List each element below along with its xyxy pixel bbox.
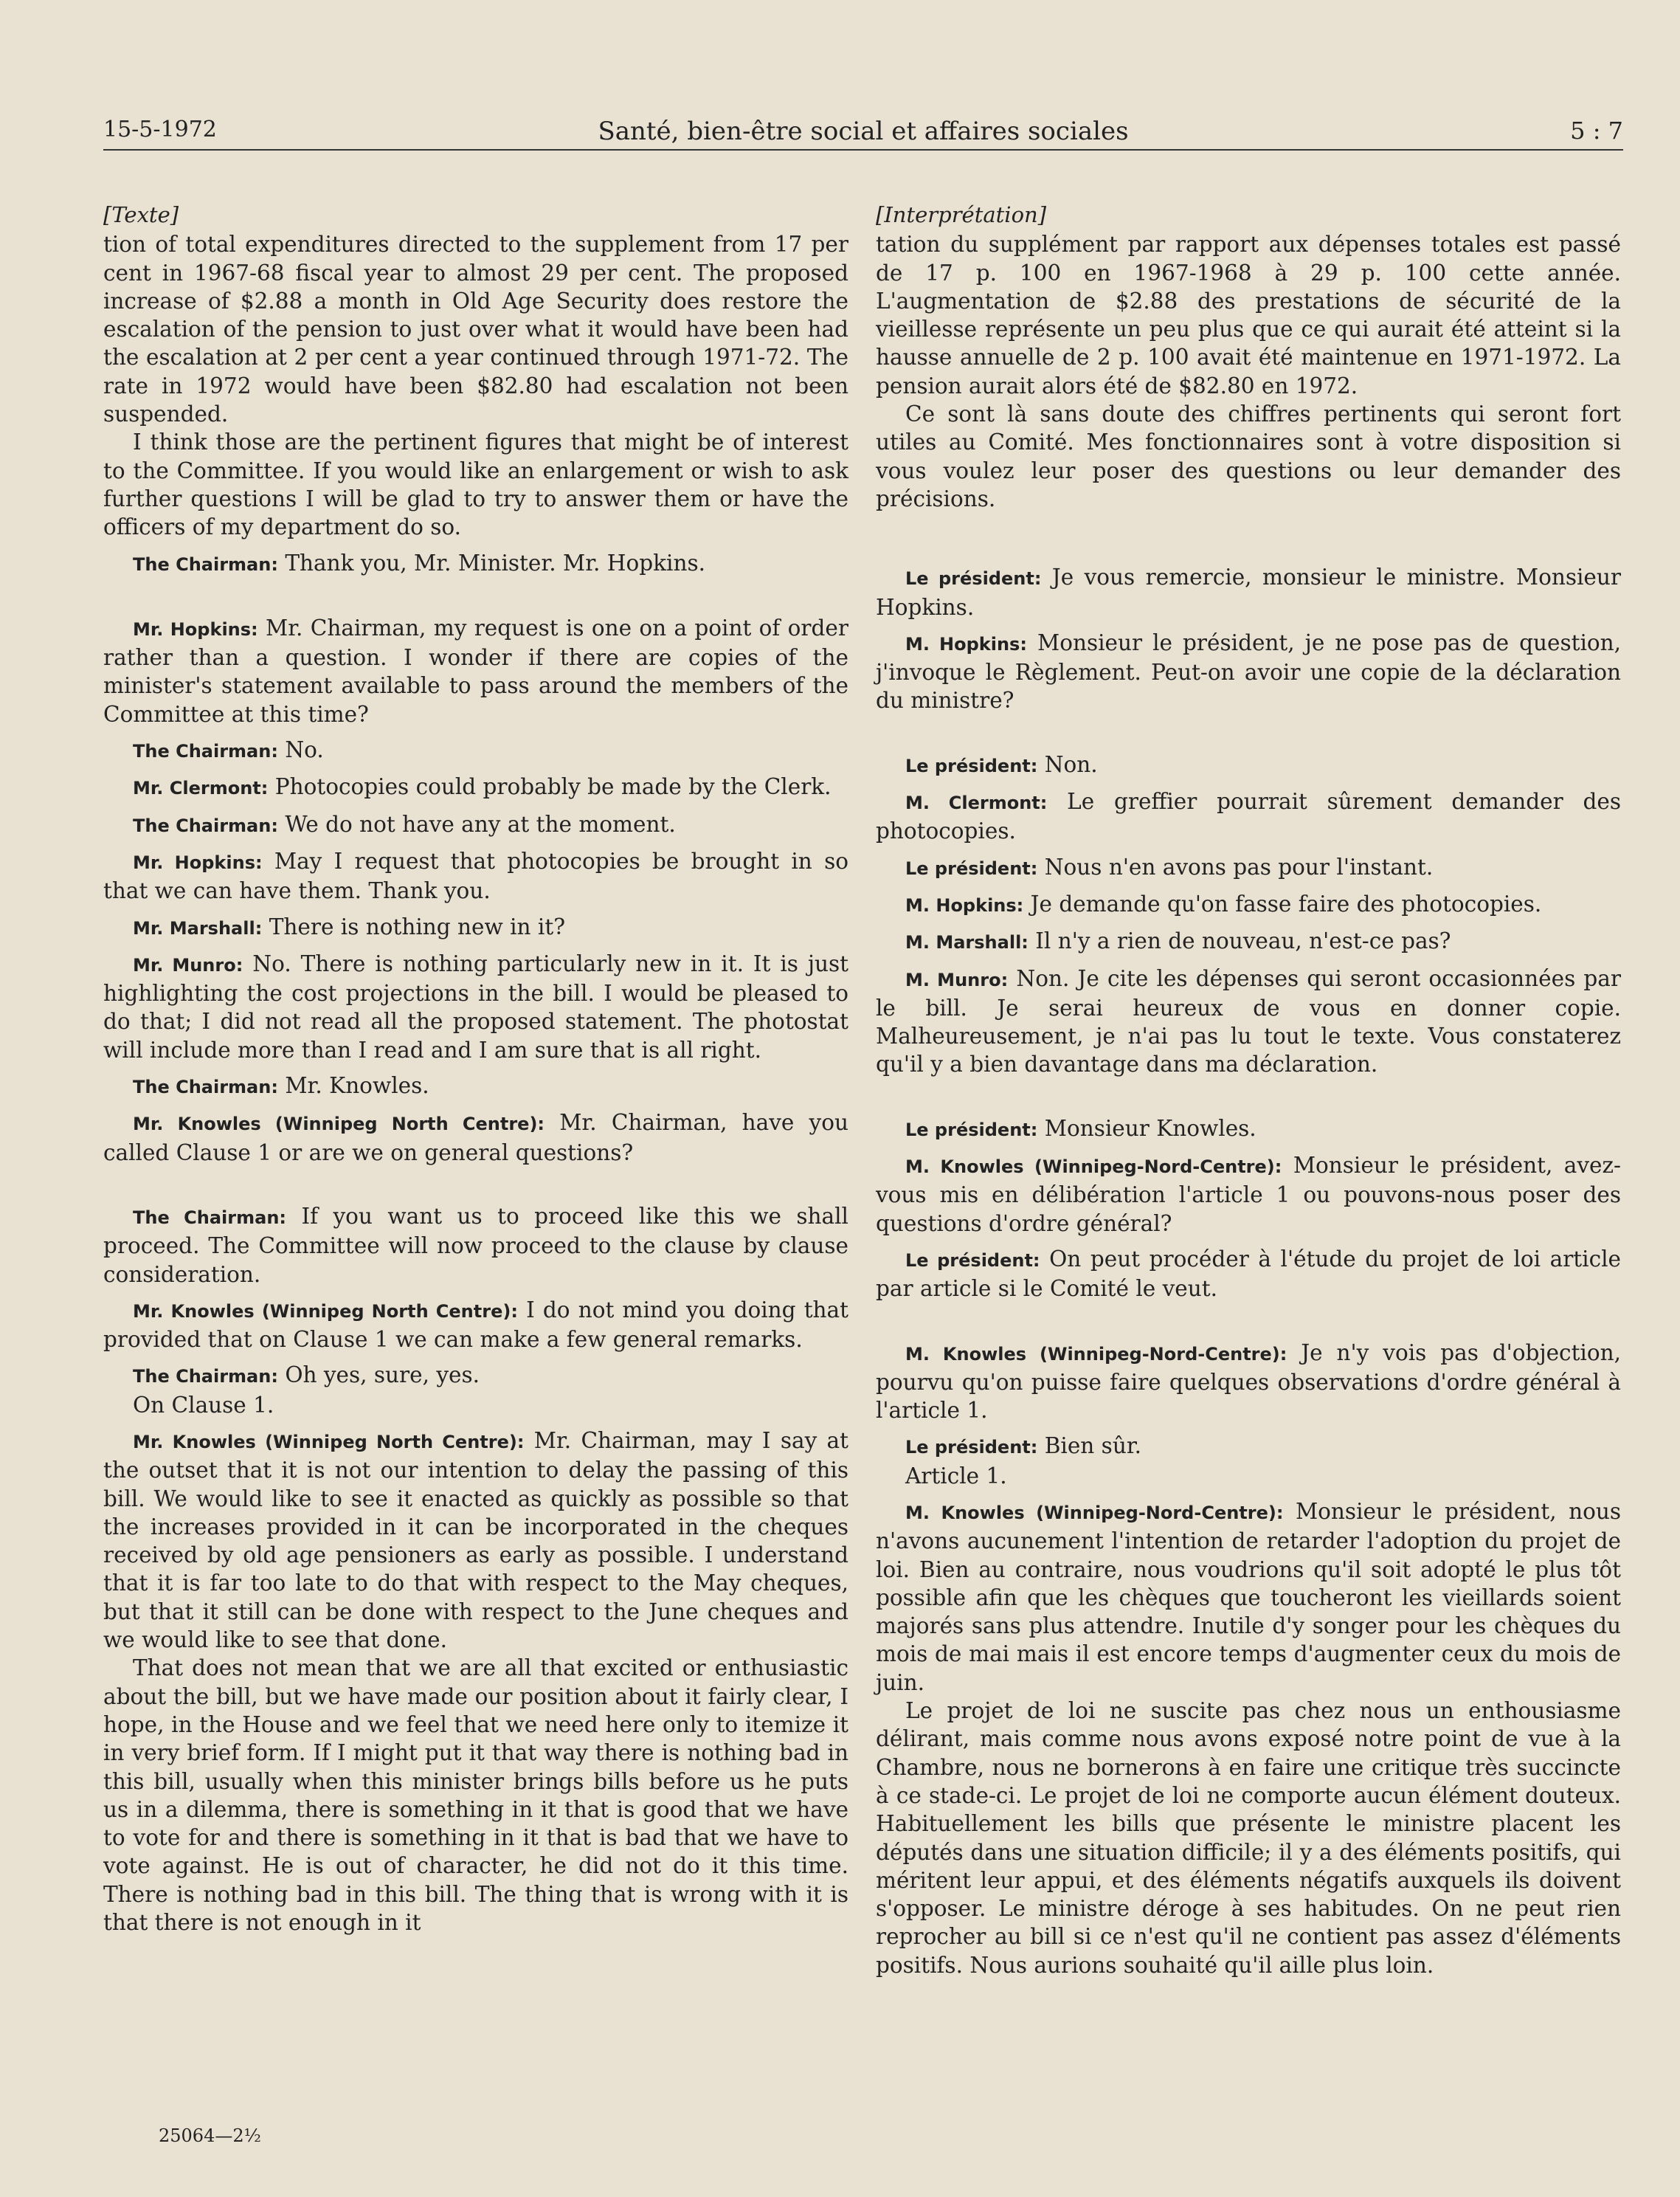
speaker-turn <box>876 1114 1621 1144</box>
speaker-name: M. Munro: <box>905 969 1009 990</box>
speaker-name: Mr. Hopkins: <box>133 618 258 640</box>
speech-text: Mr. Chairman, have you called Clause 1 or are we on general questions? <box>103 1110 848 1165</box>
header-date: 15-5-1972 <box>103 117 217 142</box>
speaker-turn <box>103 736 848 765</box>
speaker-turn <box>103 1296 848 1354</box>
speaker-name: Le président: <box>905 1119 1038 1140</box>
speech-text: Nous n'en avons pas pour l'instant. <box>1044 854 1434 880</box>
speaker-turn <box>103 614 848 728</box>
speaker-turn <box>876 629 1621 715</box>
speaker-turn <box>103 810 848 840</box>
speaker-name: M. Clermont: <box>905 793 1048 814</box>
speaker-turn <box>103 913 848 942</box>
speaker-turn <box>876 890 1621 920</box>
speech-text: Non. <box>1044 751 1098 777</box>
speech-text: I do not mind you doing that provided that on Clause 1 we can make a few general remarks. <box>103 1297 848 1353</box>
speaker-name: Le président: <box>905 568 1042 590</box>
speech-text: Bien sûr. <box>1044 1433 1142 1459</box>
speaker-turn <box>103 773 848 802</box>
speech-text: Monsieur le président, avez-vous mis en délibération l'article 1 ou pouvons-nous poser des questions d'ordre général? <box>876 1153 1622 1236</box>
speaker-turn <box>103 950 848 1064</box>
speech-text: May I request that photocopies be brought in so that we can have them. Thank you. <box>103 848 848 904</box>
page-header <box>103 111 1623 151</box>
speech-text: There is nothing new in it? <box>269 914 566 939</box>
paragraph: I think those are the pertinent figures that might be of interest to the Committee. If you would like an enlargement or wish to ask further questions I will be glad to try to answer them or have the officers of my department do so. <box>103 430 848 540</box>
speech-text: Thank you, Mr. Minister. Mr. Hopkins. <box>285 550 706 576</box>
speaker-name: M. Knowles (Winnipeg-Nord-Centre): <box>905 1343 1287 1365</box>
speech-text: No. <box>285 737 324 763</box>
speaker-turn <box>103 1361 848 1390</box>
speaker-name: Mr. Knowles (Winnipeg North Centre): <box>133 1300 518 1322</box>
speech-text: Mr. Knowles. <box>285 1073 429 1099</box>
speaker-name: Le président: <box>905 1249 1040 1271</box>
speaker-turn <box>876 1497 1621 1697</box>
header-title: Santé, bien-être social et affaires sociales <box>598 117 1129 146</box>
speaker-name: The Chairman: <box>133 741 278 762</box>
speaker-turn <box>876 787 1621 846</box>
speaker-name: M. Knowles (Winnipeg-Nord-Centre): <box>905 1502 1284 1523</box>
speaker-name: Mr. Clermont: <box>133 778 269 799</box>
speaker-turn <box>876 1432 1621 1461</box>
speaker-name: M. Marshall: <box>905 932 1029 953</box>
speech-text: Monsieur Knowles. <box>1044 1115 1256 1141</box>
paragraph: That does not mean that we are all that excited or enthusiastic about the bill, but we have made our position about it fairly clear, I hope, in the House and we feel that we need here only to itemize it in very brief form. If I might put it that way there is nothing bad in this bill, usually when this minister brings bills before us he puts us in a dilemma, there is something in it that is good that we have to vote for and there is something in it that is bad that we have to vote against. He is out of character, he did not do it this time. There is nothing bad in this bill. The thing that is wrong with it is that there is not enough in it <box>103 1655 848 1936</box>
speaker-name: M. Hopkins: <box>905 633 1027 655</box>
speaker-name: Mr. Marshall: <box>133 917 263 939</box>
page-number: 5 : 7 <box>1570 117 1623 145</box>
speaker-turn <box>103 549 848 579</box>
speech-text: Mr. Chairman, may I say at the outset that it is not our intention to delay the passing of this bill. We would like to see it enacted as quickly as possible so that the increases provided in it can be incorporated in the cheques received by old age pensioners as early as possible. I understand that it is far too late to do that with respect to the May cheques, but that it still can be done with respect to the June cheques and we would like to see that done. <box>103 1427 848 1653</box>
speaker-turn <box>103 1072 848 1101</box>
speech-text: If you want us to proceed like this we shall proceed. The Committee will now proceed to the clause by clause consideration. <box>103 1203 848 1287</box>
speech-text: Mr. Chairman, my request is one on a point of order rather than a question. I wonder if there are copies of the minister's statement available to pass around the members of the Committee at this time? <box>103 615 848 727</box>
speaker-name: M. Knowles (Winnipeg-Nord-Centre): <box>905 1156 1282 1178</box>
speaker-turn <box>876 1151 1621 1238</box>
speaker-turn <box>876 563 1621 621</box>
speaker-turn <box>876 853 1621 883</box>
speaker-name: Le président: <box>905 1437 1038 1458</box>
language-label: [Interprétation] <box>876 202 1047 227</box>
speaker-name: The Chairman: <box>133 1207 287 1228</box>
speaker-name: The Chairman: <box>133 1366 278 1387</box>
speaker-name: Mr. Knowles (Winnipeg North Centre): <box>133 1431 525 1452</box>
speech-text: Je demande qu'on fasse faire des photocopies. <box>1030 891 1542 917</box>
speech-text: We do not have any at the moment. <box>285 811 676 837</box>
speech-text: Le greffier pourrait sûrement demander des photocopies. <box>876 789 1621 844</box>
speaker-name: M. Hopkins: <box>905 894 1024 916</box>
speaker-turn <box>876 965 1621 1079</box>
speaker-name: The Chairman: <box>133 553 278 575</box>
speech-text: No. There is nothing particularly new in it. It is just highlighting the cost projections in the bill. I would be pleased to do that; I did not read all the proposed statement. The photostat will include more than I read and I am sure that is all right. <box>103 951 848 1063</box>
speaker-name: Mr. Knowles (Winnipeg North Centre): <box>133 1114 545 1135</box>
speech-text: Photocopies could probably be made by the Clerk. <box>274 774 832 800</box>
speaker-turn <box>876 1245 1621 1303</box>
clause-label: On Clause 1. <box>133 1392 274 1418</box>
left-column-english <box>103 201 848 1936</box>
speaker-turn <box>876 751 1621 780</box>
speaker-name: Le président: <box>905 755 1038 776</box>
speaker-turn <box>103 1427 848 1654</box>
speaker-turn <box>103 1202 848 1289</box>
speaker-turn <box>103 847 848 906</box>
speaker-name: The Chairman: <box>133 1077 278 1098</box>
speech-text: Monsieur le président, nous n'avons aucunement l'intention de retarder l'adoption du projet de loi. Bien au contraire, nous voudrions qu'il soit adopté le plus tôt possible afin que les chèques que toucheront les vieillards soient majorés sans plus attendre. Inutile d'y songer pour les chèques du mois de mai mais il est encore temps d'augmenter ceux du mois de juin. <box>876 1498 1621 1695</box>
speech-text: Je n'y vois pas d'objection, pourvu qu'on puisse faire quelques observations d'ordre général à l'article 1. <box>876 1339 1621 1424</box>
speech-text: Monsieur le président, je ne pose pas de question, j'invoque le Règlement. Peut-on avoir une copie de la déclaration du ministre? <box>876 630 1622 714</box>
speech-text: Non. Je cite les dépenses qui seront occasionnées par le bill. Je serai heureux de vous en donner copie. Malheureusement, je n'ai pas lu tout le texte. Vous constaterez qu'il y a bien davantage dans ma déclaration. <box>876 965 1621 1077</box>
paragraph: Le projet de loi ne suscite pas chez nous un enthousiasme délirant, mais comme nous avons exposé notre point de vue à la Chambre, nous ne bornerons à en faire une critique très succincte à ce stade-ci. Le projet de loi ne comporte aucun élément douteux. Habituellement les bills que présente le ministre placent les députés dans une situation difficile; il y a des éléments positifs, qui méritent leur appui, et des éléments négatifs auxquels ils doivent s'opposer. Le ministre déroge à ses habitudes. On ne peut rien reprocher au bill si ce n'est qu'il ne contient pas assez d'éléments positifs. Nous aurions souhaité qu'il aille plus loin. <box>876 1698 1621 1978</box>
language-label: [Texte] <box>103 202 179 227</box>
speaker-turn <box>876 1339 1621 1425</box>
speech-text: Il n'y a rien de nouveau, n'est-ce pas? <box>1035 928 1451 954</box>
right-column-french <box>876 201 1621 1979</box>
speaker-turn <box>103 1108 848 1167</box>
speaker-name: Mr. Hopkins: <box>133 852 263 873</box>
paragraph: Ce sont là sans doute des chiffres pertinents qui seront fort utiles au Comité. Mes fonctionnaires sont à votre disposition si vous voulez leur poser des questions ou leur demander des précisions. <box>876 401 1621 511</box>
speech-text: Oh yes, sure, yes. <box>285 1362 480 1388</box>
paragraph: tion of total expenditures directed to the supplement from 17 per cent in 1967-68 fiscal year to almost 29 per cent. The proposed increase of $2.88 a month in Old Age Security does restore the escalation of the pension to just over what it would have been had the escalation at 2 per cent a year continued through 1971-72. The rate in 1972 would have been $82.80 had escalation not been suspended. <box>103 232 848 427</box>
speaker-name: Mr. Munro: <box>133 954 243 976</box>
paragraph: tation du supplément par rapport aux dépenses totales est passé de 17 p. 100 en 1967-1968 à 29 p. 100 cette année. L'augmentation de $2.88 des prestations de sécurité de la vieillesse représente un peu plus que ce qui aurait été atteint si la hausse annuelle de 2 p. 100 avait été maintenue en 1971-1972. La pension aurait alors été de $82.80 en 1972. <box>876 232 1621 399</box>
speaker-name: Le président: <box>905 858 1038 879</box>
clause-label: Article 1. <box>905 1463 1007 1489</box>
speech-text: On peut procéder à l'étude du projet de loi article par article si le Comité le veut. <box>876 1246 1622 1302</box>
speaker-turn <box>876 927 1621 956</box>
speech-text: Je vous remercie, monsieur le ministre. Monsieur Hopkins. <box>876 565 1621 620</box>
speaker-name: The Chairman: <box>133 815 278 836</box>
print-code: 25064—2½ <box>159 2125 261 2146</box>
